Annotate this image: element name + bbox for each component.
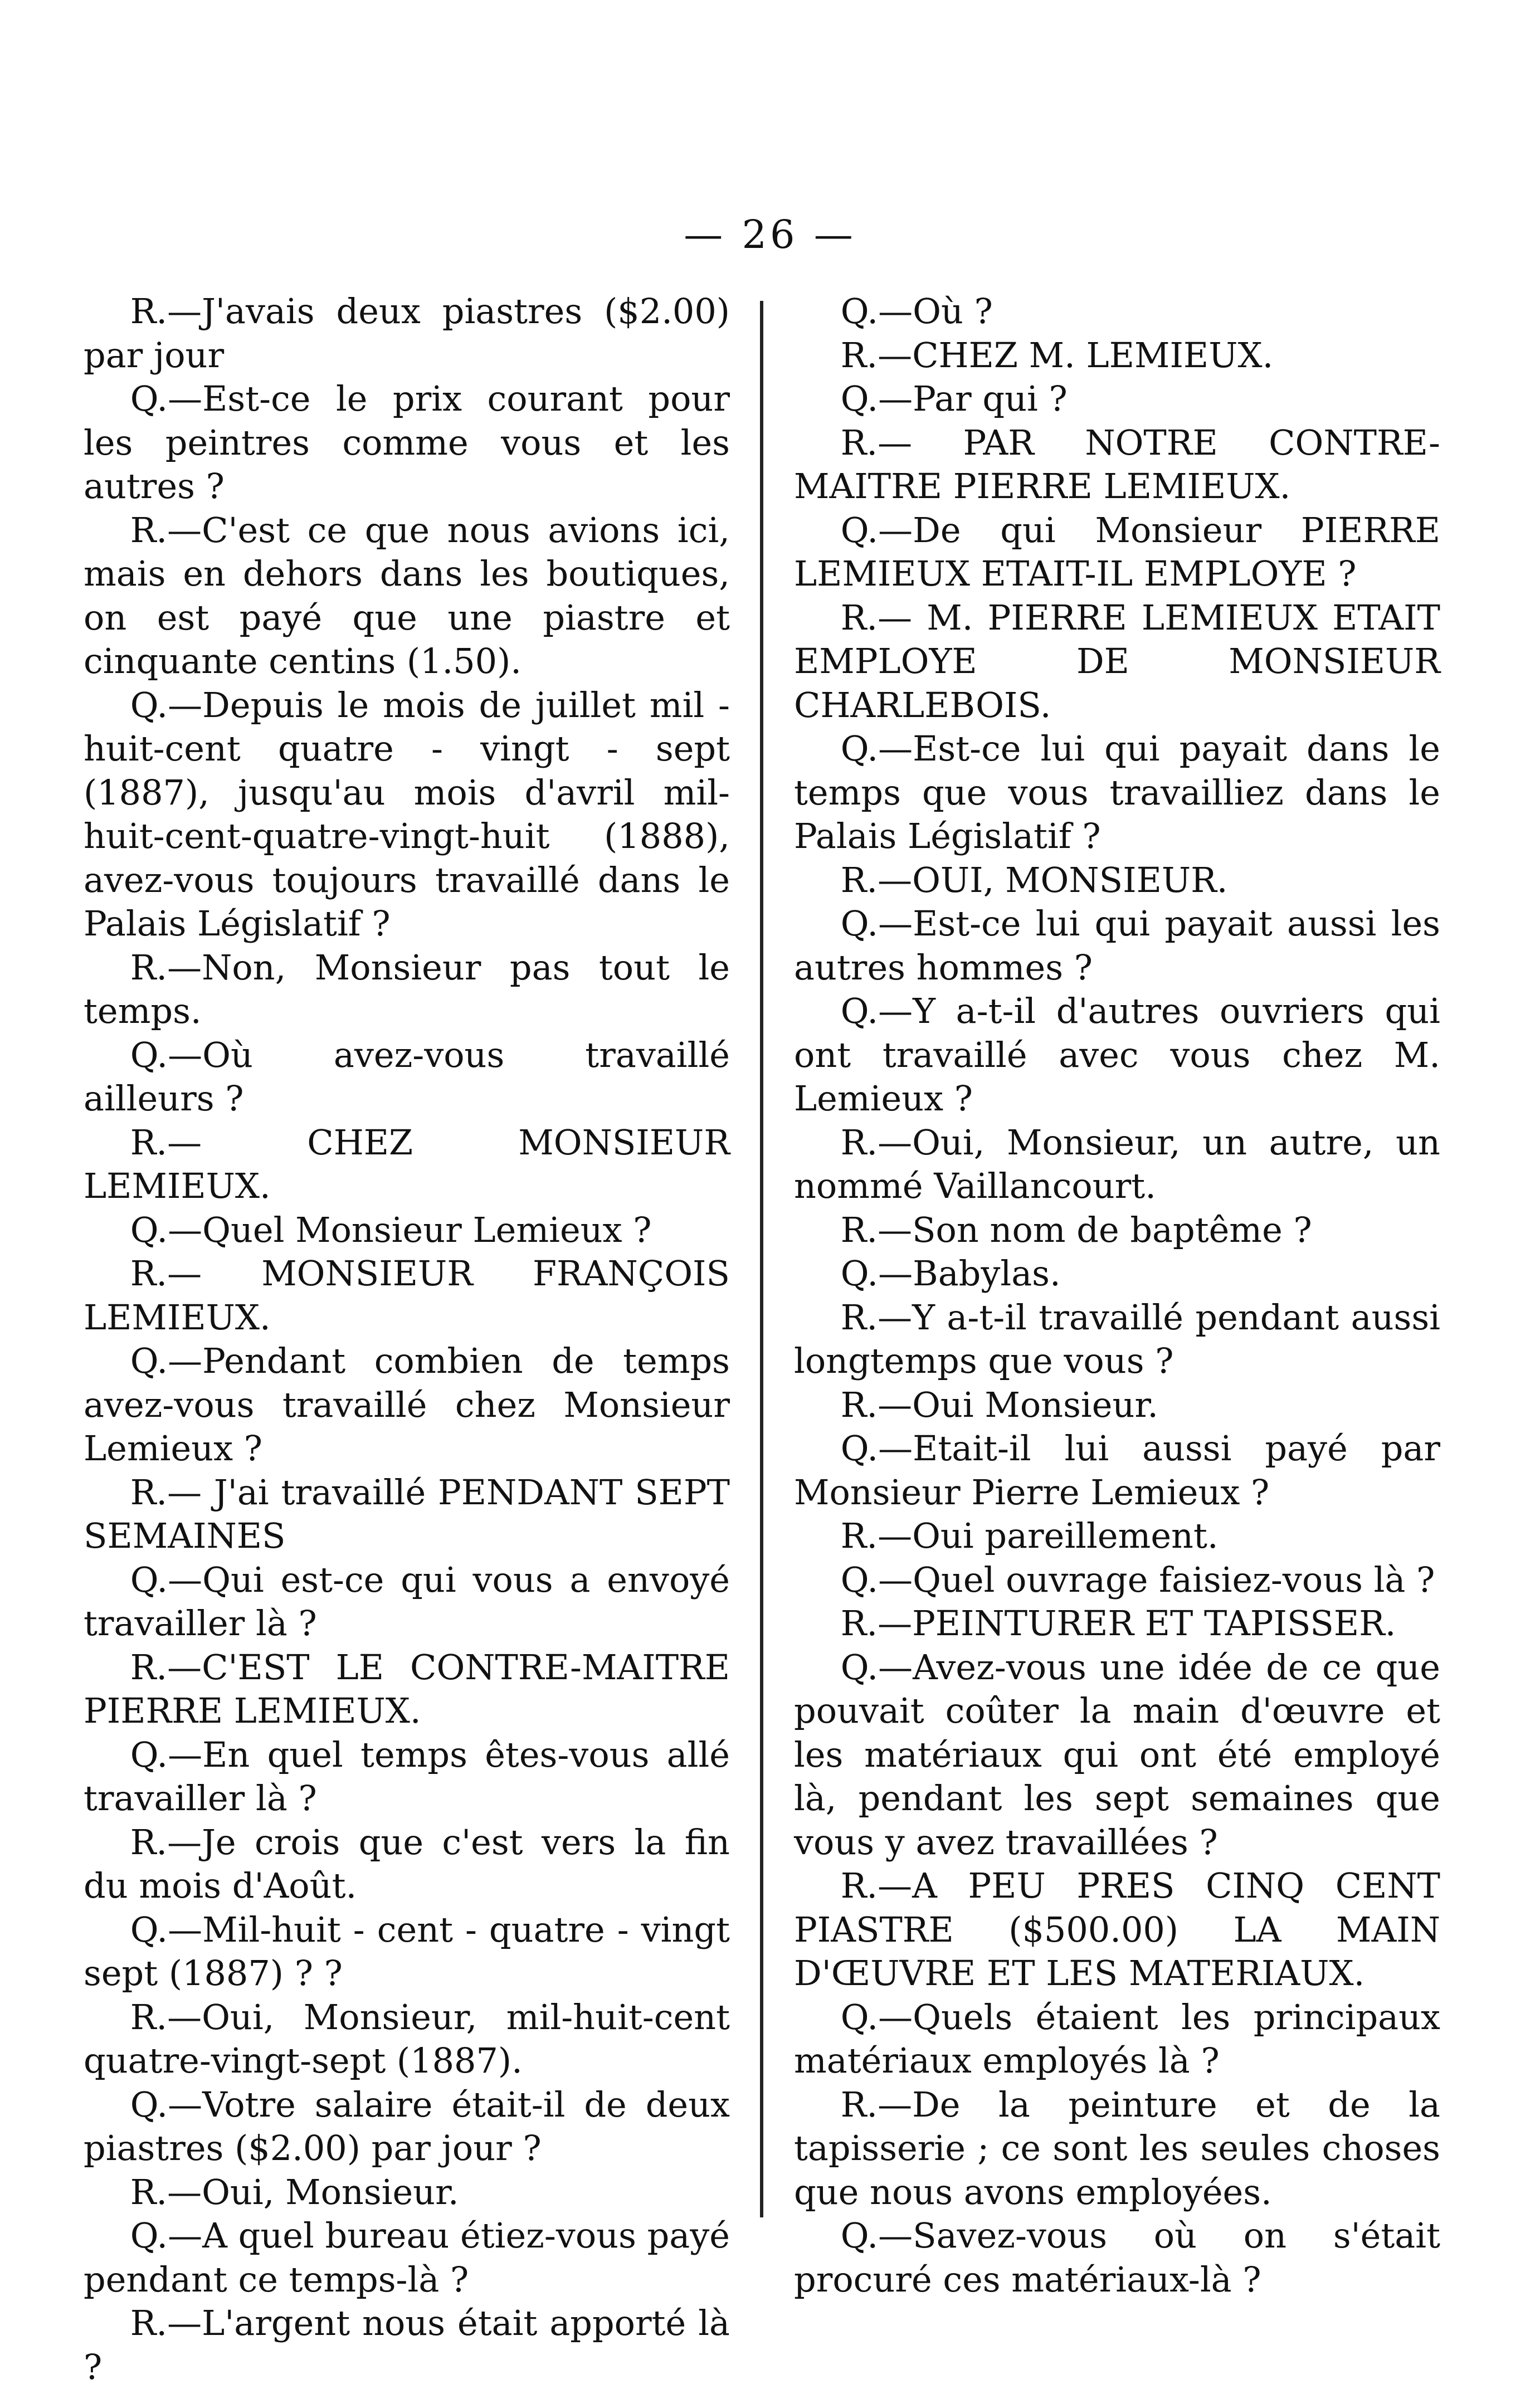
interview-paragraph: R.— M. PIERRE LEMIEUX ETAIT EMPLOYE DE MONSIEUR CHARLEBOIS. [794, 597, 1440, 725]
interview-paragraph: R.—Oui, Monsieur, mil-huit-cent quatre-vingt-sept (1887). [84, 1996, 730, 2081]
interview-paragraph: R.—Oui Monsieur. [840, 1384, 1158, 1425]
interview-paragraph: R.—C'est ce que nous avions ici, mais en dehors dans les boutiques, on est payé que une piastre et cinquante centins (1.50). [84, 509, 730, 681]
interview-paragraph: R.—Oui, Monsieur, un autre, un nommé Vaillancourt. [794, 1122, 1440, 1206]
interview-paragraph: R.—C'EST LE CONTRE-MAITRE PIERRE LEMIEUX. [84, 1646, 730, 1731]
interview-paragraph: Q.—Y a-t-il d'autres ouvriers qui ont travaillé avec vous chez M. Lemieux ? [794, 991, 1440, 1119]
interview-paragraph: Q.—Où avez-vous travaillé ailleurs ? [84, 1034, 730, 1119]
interview-paragraph: Q.—Est-ce lui qui payait aussi les autres hommes ? [794, 903, 1440, 988]
interview-paragraph: R.— J'ai travaillé PENDANT SEPT SEMAINES [84, 1471, 730, 1556]
column-divider [760, 301, 763, 2217]
interview-paragraph: R.—Je crois que c'est vers la fin du mois d'Août. [84, 1821, 730, 1906]
interview-paragraph: Q.—Mil-huit - cent - quatre - vingt sept (1887) ? ? [84, 1909, 730, 1993]
interview-paragraph: Q.—Depuis le mois de juillet mil - huit-cent quatre - vingt - sept (1887), jusqu'au mois d'avril mil-huit-cent-quatre-vingt-huit (1888), avez-vous toujours travaillé dans le Palais Législatif ? [84, 684, 730, 944]
interview-paragraph: Q.—Quels étaient les principaux matériaux employés là ? [794, 1996, 1440, 2081]
interview-paragraph: R.—Non, Monsieur pas tout le temps. [84, 947, 730, 1031]
interview-paragraph: Q.—A quel bureau étiez-vous payé pendant ce temps-là ? [84, 2215, 730, 2300]
interview-paragraph: R.—Oui pareillement. [840, 1515, 1219, 1556]
interview-paragraph: Q.—Etait-il lui aussi payé par Monsieur Pierre Lemieux ? [794, 1428, 1440, 1513]
interview-paragraph: Q.—Avez-vous une idée de ce que pouvait coûter la main d'œuvre et les matériaux qui ont été employé là, pendant les sept semaines que vous y avez travaillées ? [794, 1646, 1440, 1863]
left-column [84, 290, 730, 2389]
interview-paragraph: R.— CHEZ MONSIEUR LEMIEUX. [84, 1122, 730, 1206]
interview-paragraph: R.— PAR NOTRE CONTRE-MAITRE PIERRE LEMIEUX. [794, 422, 1440, 506]
interview-paragraph: R.—PEINTURER ET TAPISSER. [840, 1603, 1396, 1644]
interview-paragraph: R.—Son nom de baptême ? [840, 1209, 1312, 1250]
interview-paragraph: R.—Y a-t-il travaillé pendant aussi longtemps que vous ? [794, 1296, 1440, 1381]
interview-paragraph: Q.—Où ? [840, 291, 993, 331]
interview-paragraph: Q.—Savez-vous où on s'était procuré ces matériaux-là ? [794, 2215, 1440, 2300]
right-column [794, 290, 1440, 2302]
interview-paragraph: Q.—Qui est-ce qui vous a envoyé travailler là ? [84, 1559, 730, 1644]
interview-paragraph: R.— MONSIEUR FRANÇOIS LEMIEUX. [84, 1253, 730, 1338]
interview-paragraph: R.—A PEU PRES CINQ CENT PIASTRE ($500.00) LA MAIN D'ŒUVRE ET LES MATERIAUX. [794, 1865, 1440, 1993]
interview-paragraph: R.—De la peinture et de la tapisserie ; ce sont les seules choses que nous avons employées. [794, 2084, 1440, 2212]
interview-paragraph: Q.—En quel temps êtes-vous allé travailler là ? [84, 1734, 730, 1818]
interview-paragraph: Q.—Quel ouvrage faisiez-vous là ? [840, 1559, 1435, 1600]
interview-paragraph: R.—CHEZ M. LEMIEUX. [840, 334, 1274, 376]
interview-paragraph: Q.—Pendant combien de temps avez-vous travaillé chez Monsieur Lemieux ? [84, 1340, 730, 1469]
interview-paragraph: R.—Oui, Monsieur. [130, 2171, 459, 2212]
interview-paragraph: Q.—Votre salaire était-il de deux piastres ($2.00) par jour ? [84, 2084, 730, 2168]
interview-paragraph: Q.—Quel Monsieur Lemieux ? [130, 1209, 652, 1250]
interview-paragraph: R.—J'avais deux piastres ($2.00) par jour [84, 291, 730, 376]
interview-paragraph: Q.—Est-ce lui qui payait dans le temps que vous travailliez dans le Palais Législatif ? [794, 728, 1440, 856]
interview-paragraph: Q.—De qui Monsieur PIERRE LEMIEUX ETAIT-IL EMPLOYE ? [794, 509, 1440, 594]
interview-paragraph: Q.—Babylas. [840, 1253, 1061, 1294]
interview-paragraph: Q.—Est-ce le prix courant pour les peintres comme vous et les autres ? [84, 378, 730, 506]
page-number: — 26 — [684, 212, 856, 257]
interview-paragraph: Q.—Par qui ? [840, 378, 1068, 419]
interview-paragraph: R.—L'argent nous était apporté là ? [84, 2303, 730, 2387]
interview-paragraph: R.—OUI, MONSIEUR. [840, 859, 1228, 900]
